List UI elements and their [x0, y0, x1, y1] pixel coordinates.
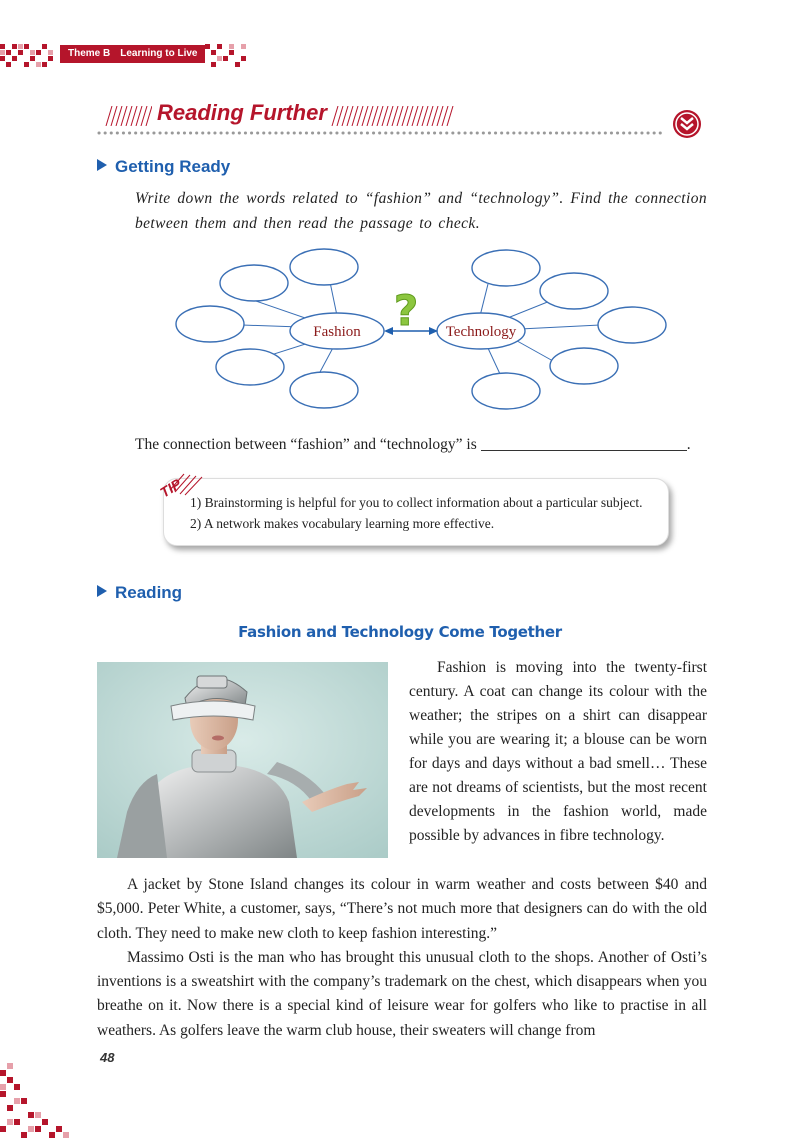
getting-ready-heading: Getting Ready — [97, 157, 230, 177]
reading-heading: Reading — [97, 583, 182, 603]
triangle-bullet-icon — [97, 585, 107, 597]
theme-label: Theme B — [68, 48, 111, 59]
right-blank-node — [598, 307, 666, 343]
question-mark-icon: ? — [393, 286, 419, 335]
left-blank-node — [290, 249, 358, 285]
dotted-divider — [97, 131, 667, 135]
left-blank-node — [290, 372, 358, 408]
title-hatch-left — [104, 106, 152, 126]
left-blank-node — [176, 306, 244, 342]
article-title: Fashion and Technology Come Together — [238, 623, 562, 641]
footer-pixel-decoration — [0, 1060, 90, 1138]
technology-node-label: Technology — [445, 324, 517, 340]
right-blank-node — [472, 373, 540, 409]
chevron-down-circle-icon — [672, 109, 702, 139]
right-blank-node — [472, 250, 540, 286]
page-number: 48 — [100, 1050, 115, 1065]
theme-header-bar — [60, 45, 205, 63]
article-paragraph: A jacket by Stone Island changes its colour in warm weather and costs between $40 and $5,000. Peter White, a customer, says, “There’s not much more that designers can do with the old cloth. They need to make new cloth to keep fashion interesting.” — [97, 876, 707, 942]
fashion-technology-photo — [97, 662, 388, 858]
right-blank-node — [540, 273, 608, 309]
connection-sentence: The connection between “fashion” and “technology” is . — [135, 436, 691, 453]
answer-blank[interactable] — [481, 436, 687, 451]
fashion-node-label: Fashion — [313, 324, 361, 340]
theme-title: Learning to Live — [120, 48, 198, 59]
article-intro-paragraph: Fashion is moving into the twenty-first century. A coat can change its colour with the weather; the stripes on a shirt can disappear while you are wearing it; a blouse can be worn for days and days without a bad smell… These are not dreams of scientists, but the most recent developments in the fashion world, made possible by advances in fibre technology. — [409, 659, 707, 844]
tip-box — [163, 478, 669, 546]
tip-tag — [150, 470, 206, 502]
left-blank-node — [220, 265, 288, 301]
tip-item: 1) Brainstorming is helpful for you to collect information about a particular subject. — [190, 495, 643, 510]
fashion-technology-mindmap — [170, 245, 670, 415]
getting-ready-instruction: Write down the words related to “fashion” and “technology”. Find the connection between them and then read the passage to check. — [135, 190, 707, 232]
tip-tag-label: TIP — [157, 475, 185, 501]
triangle-bullet-icon — [97, 159, 107, 171]
left-blank-node — [216, 349, 284, 385]
article-paragraph: Massimo Osti is the man who has brought this unusual cloth to the shops. Another of Osti’s inventions is a sweatshirt with the company’s trademark on the chest, which disappears when you breathe on it. Now there is a special kind of leisure wear for golfers who like to practise in all weathers. As golfers leave the warm club house, their sweaters will change from — [97, 948, 707, 1039]
section-title: Reading Further — [157, 100, 327, 125]
title-hatch-right — [330, 106, 455, 126]
right-blank-node — [550, 348, 618, 384]
tip-item: 2) A network makes vocabulary learning more effective. — [190, 516, 495, 531]
article-body — [97, 873, 707, 1043]
